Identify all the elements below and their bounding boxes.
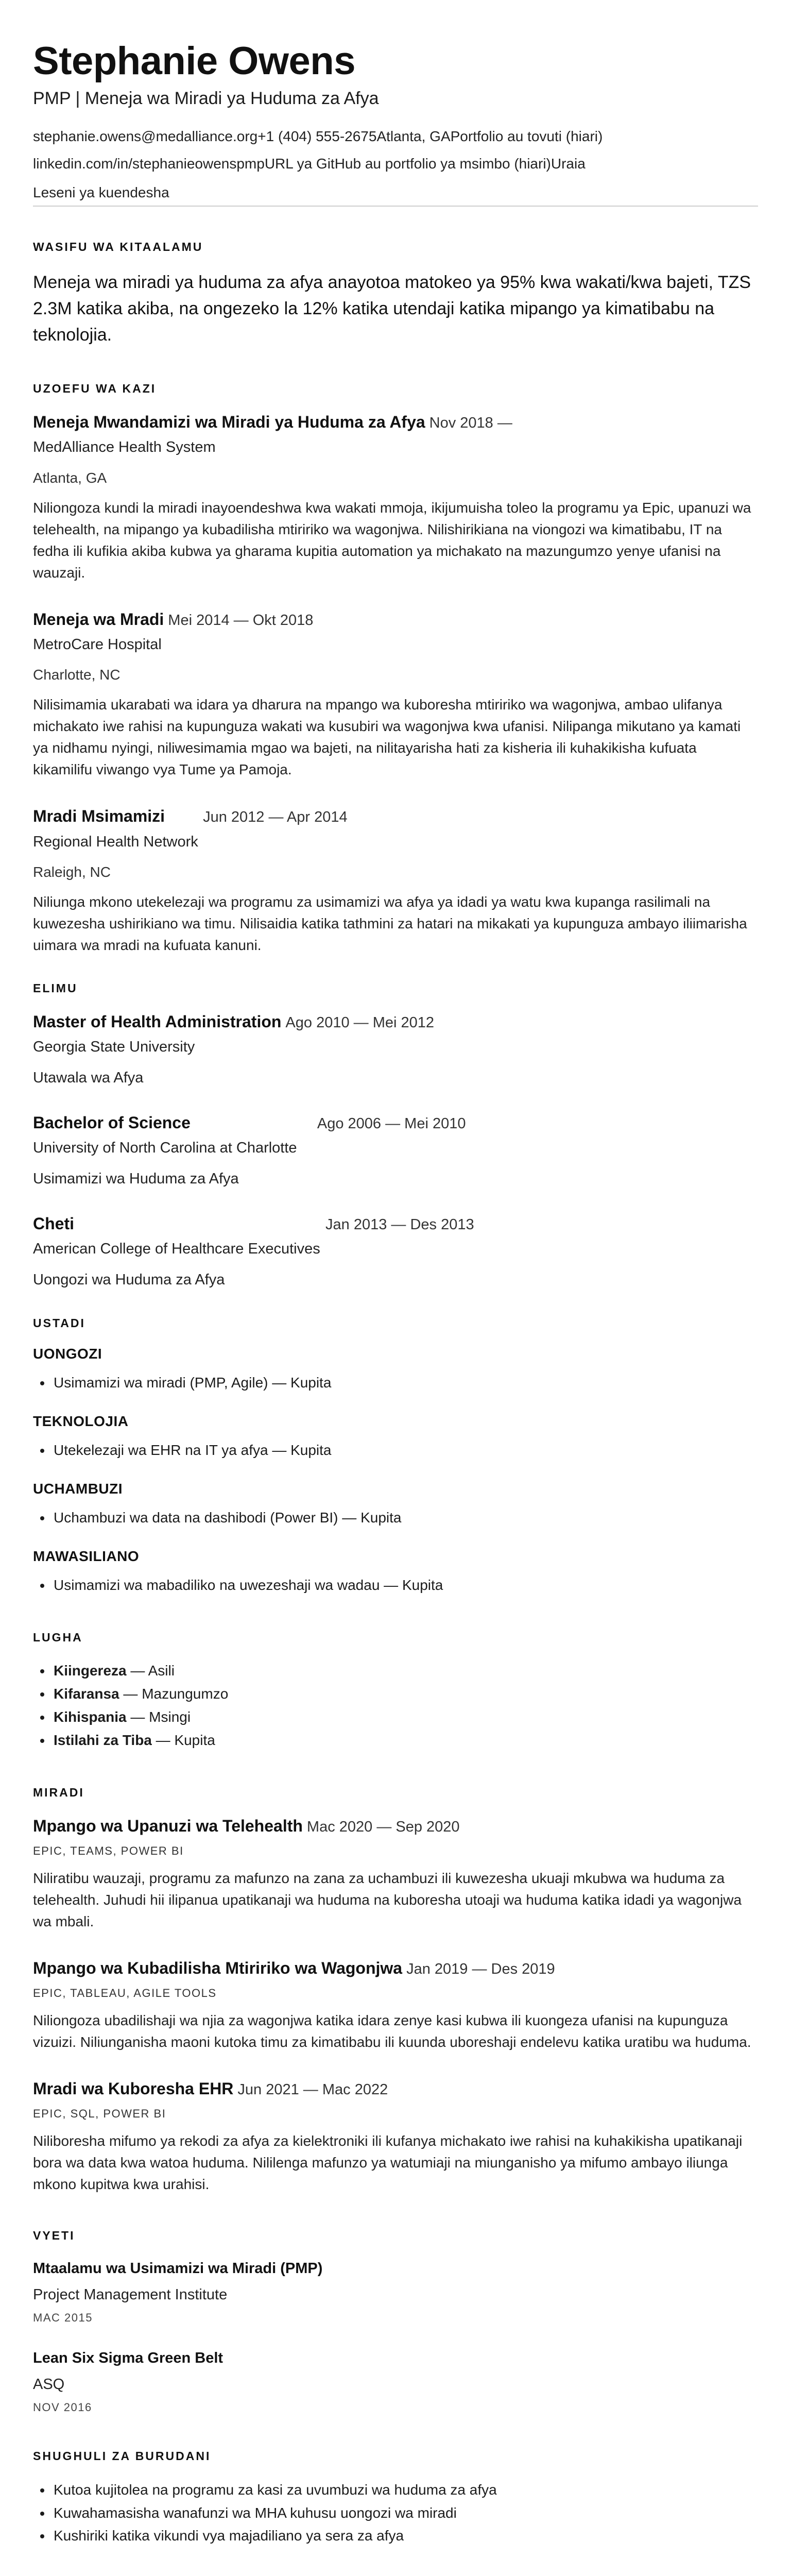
job-description: Nilisimamia ukarabati wa idara ya dharura na mpango wa kuboresha mtiririko wa wagonjwa, ambao ulifanya michakato iwe rahisi na kupunguza wakati wa kusubiri wa wagonjwa kwa ufanisi. Nilipanga mikutano ya kamati ya nidhamu nyingi, niliwesimamia mgao wa bajeti, na nilitayarisha hati za kisheria ili kuhakikisha kufuata kikamilifu viwango vya Tume ya Pamoja. <box>33 697 741 778</box>
job-dates: Jun 2012 — Apr 2014 <box>203 809 348 826</box>
education-entry <box>33 1011 758 1089</box>
project-description: Niliongoza ubadilishaji wa njia za wagonjwa katika idara zenye kasi kubwa ili kuongeza ufanisi na kupunguza vizuizi. Niliunganisha maoni kutoka timu za kimatibabu ili kuunda uboreshaji endelevu katika uratibu wa huduma. <box>33 2012 751 2050</box>
activities-section <box>33 2449 758 2548</box>
job-title: Meneja wa Mradi <box>33 609 164 629</box>
skill-category: UCHAMBUZI <box>33 1480 123 1497</box>
project-dates: Jun 2021 — Mac 2022 <box>237 2081 388 2098</box>
skill-category: MAWASILIANO <box>33 1548 140 1564</box>
project-description: Niliboresha mifumo ya rekodi za afya za kielektroniki ili kufanya michakato iwe rahisi na kuhakikisha upatikanaji bora wa data kwa watoa huduma. Nililenga mafunzo ya watumiaji na miunganisho ya mifumo ambayo iliunga mkono kupitwa kwa urahisi. <box>33 2133 743 2193</box>
skill-item: Usimamizi wa mabadiliko na uwezeshaji wa wadau — Kupita <box>54 1574 758 1597</box>
certification-entry <box>33 2348 758 2416</box>
certification-name: Mtaalamu wa Usimamizi wa Miradi (PMP) <box>33 2260 323 2277</box>
project-description: Niliratibu wauzaji, programu za mafunzo na zana za uchambuzi ili kuwezesha ukuaji mkubwa wa huduma za telehealth. Juhudi hii ilipanua upatikanaji wa huduma na kuboresha utoaji wa huduma katika idadi ya wagonjwa wa mbali. <box>33 1870 742 1929</box>
experience-entry <box>33 608 758 781</box>
job-location: Atlanta, GA <box>33 469 107 486</box>
skills-section <box>33 1316 758 1597</box>
employer: MetroCare Hospital <box>33 636 162 653</box>
contact-row <box>33 125 758 147</box>
section-title: LUGHA <box>33 1630 83 1644</box>
language-level: Mazungumzo <box>142 1686 229 1702</box>
contact-phone[interactable]: +1 (404) 555-2675 <box>257 128 377 144</box>
activity-item: Kushiriki katika vikundi vya majadiliano ya sera za afya <box>54 2524 758 2548</box>
language-level: Asili <box>148 1663 175 1679</box>
project-technologies: EPIC, SQL, POWER BI <box>33 2107 166 2121</box>
experience-entry <box>33 411 758 584</box>
school-name: Georgia State University <box>33 1039 195 1056</box>
contact-github[interactable]: URL ya GitHub au portfolio ya msimbo (hiari) <box>264 156 551 172</box>
languages-section <box>33 1630 758 1752</box>
resume-header <box>33 39 758 207</box>
contact-citizenship: Uraia <box>551 156 586 172</box>
education-entry <box>33 1213 758 1291</box>
certification-issuer: Project Management Institute <box>33 2286 228 2303</box>
skill-category: TEKNOLOJIA <box>33 1413 129 1430</box>
experience-entry <box>33 805 758 956</box>
skill-group <box>33 1346 758 1395</box>
header-divider <box>33 206 758 207</box>
degree-title: Bachelor of Science <box>33 1113 191 1132</box>
project-entry <box>33 1815 758 1933</box>
contact-row <box>33 152 758 175</box>
project-name: Mpango wa Upanuzi wa Telehealth <box>33 1816 303 1835</box>
language-item: Kifaransa — Mazungumzo <box>54 1683 758 1706</box>
experience-section <box>33 381 758 956</box>
contact-row <box>33 181 758 204</box>
field-of-study: Utawala wa Afya <box>33 1069 144 1086</box>
certification-date: MAC 2015 <box>33 2311 93 2325</box>
language-level: Kupita <box>174 1732 215 1748</box>
section-title: VYETI <box>33 2229 75 2243</box>
language-item: Kiingereza — Asili <box>54 1659 758 1683</box>
contact-linkedin[interactable]: linkedin.com/in/stephanieowenspmp <box>33 156 265 172</box>
candidate-name: Stephanie Owens <box>33 39 355 83</box>
skill-item: Uchambuzi wa data na dashibodi (Power BI) — Kupita <box>54 1506 758 1530</box>
project-dates: Mac 2020 — Sep 2020 <box>306 1818 460 1835</box>
skill-category: UONGOZI <box>33 1346 102 1362</box>
language-name: Kifaransa <box>54 1686 119 1702</box>
skill-item: Usimamizi wa miradi (PMP, Agile) — Kupita <box>54 1371 758 1395</box>
job-dates: Mei 2014 — Okt 2018 <box>168 612 314 629</box>
education-dates: Jan 2013 — Des 2013 <box>325 1216 474 1233</box>
certifications-section <box>33 2228 758 2416</box>
project-name: Mpango wa Kubadilisha Mtiririko wa Wagonjwa <box>33 1958 403 1977</box>
skill-group <box>33 1548 758 1597</box>
section-title: UZOEFU WA KAZI <box>33 382 157 396</box>
employer: MedAlliance Health System <box>33 439 216 456</box>
summary-section <box>33 240 758 348</box>
project-entry <box>33 2078 758 2195</box>
school-name: University of North Carolina at Charlotte <box>33 1140 297 1157</box>
language-name: Kihispania <box>54 1709 127 1725</box>
field-of-study: Usimamizi wa Huduma za Afya <box>33 1170 239 1187</box>
section-title: MIRADI <box>33 1785 84 1799</box>
language-item: Kihispania — Msingi <box>54 1706 758 1729</box>
employer: Regional Health Network <box>33 833 198 850</box>
school-name: American College of Healthcare Executives <box>33 1241 320 1258</box>
job-title: Meneja Mwandamizi wa Miradi ya Huduma za Afya <box>33 412 425 431</box>
activity-item: Kuwahamasisha wanafunzi wa MHA kuhusu uongozi wa miradi <box>54 2502 758 2525</box>
job-title: Mradi Msimamizi <box>33 807 165 826</box>
section-title: WASIFU WA KITAALAMU <box>33 240 203 254</box>
projects-section <box>33 1785 758 2195</box>
project-entry <box>33 1957 758 2053</box>
job-location: Raleigh, NC <box>33 864 111 880</box>
project-name: Mradi wa Kuboresha EHR <box>33 2079 234 2098</box>
skill-group <box>33 1413 758 1462</box>
candidate-tagline: PMP | Meneja wa Miradi ya Huduma za Afya <box>33 89 379 109</box>
job-description: Niliongoza kundi la miradi inayoendeshwa kwa wakati mmoja, ikijumuisha toleo la programu ya Epic, upanuzi wa telehealth, na mipango ya kubadilisha mtiririko wa wagonjwa. Nilishirikiana na viongozi wa kimatibabu, IT na fedha ili kufikia akiba kubwa ya gharama kupitia automation ya michakato na mazungumzo yenye ufanisi na wauzaji. <box>33 499 751 581</box>
degree-title: Cheti <box>33 1214 74 1233</box>
contact-email[interactable]: stephanie.owens@medalliance.org <box>33 128 258 144</box>
education-section <box>33 981 758 1291</box>
skill-item: Utekelezaji wa EHR na IT ya afya — Kupita <box>54 1439 758 1462</box>
contact-portfolio[interactable]: Portfolio au tovuti (hiari) <box>450 128 603 144</box>
education-dates: Ago 2010 — Mei 2012 <box>285 1014 435 1031</box>
certification-issuer: ASQ <box>33 2376 65 2393</box>
job-location: Charlotte, NC <box>33 667 121 683</box>
degree-title: Master of Health Administration <box>33 1012 282 1031</box>
section-title: ELIMU <box>33 981 78 995</box>
contact-location: Atlanta, GA <box>376 128 451 144</box>
certification-date: NOV 2016 <box>33 2401 92 2414</box>
job-dates: Nov 2018 — <box>429 414 512 431</box>
education-dates: Ago 2006 — Mei 2010 <box>317 1115 466 1132</box>
job-description: Niliunga mkono utekelezaji wa programu za usimamizi wa afya ya idadi ya watu kwa kupanga rasilimali na kuwezesha ushirikiano wa timu. Nilisaidia katika tathmini za hatari na mikakati ya kupunguza ambayo iliimarisha uimara wa mradi na kufuata kanuni. <box>33 894 747 954</box>
language-item: Istilahi za Tiba — Kupita <box>54 1729 758 1752</box>
project-technologies: EPIC, TEAMS, POWER BI <box>33 1844 184 1857</box>
activity-item: Kutoa kujitolea na programu za kasi za uvumbuzi wa huduma za afya <box>54 2479 758 2502</box>
language-level: Msingi <box>149 1709 191 1725</box>
project-dates: Jan 2019 — Des 2019 <box>406 1960 555 1977</box>
summary-text: Meneja wa miradi ya huduma za afya anayotoa matokeo ya 95% kwa wakati/kwa bajeti, TZS 2.3M katika akiba, na ongezeko la 12% katika utendaji katika mipango ya kimatibabu na teknolojia. <box>33 273 751 345</box>
education-entry <box>33 1112 758 1190</box>
certification-name: Lean Six Sigma Green Belt <box>33 2349 223 2366</box>
project-technologies: EPIC, TABLEAU, AGILE TOOLS <box>33 1986 217 1999</box>
skill-group <box>33 1481 758 1530</box>
field-of-study: Uongozi wa Huduma za Afya <box>33 1271 225 1288</box>
section-title: SHUGHULI ZA BURUDANI <box>33 2449 211 2463</box>
language-name: Kiingereza <box>54 1663 127 1679</box>
contact-driving-license: Leseni ya kuendesha <box>33 184 169 200</box>
section-title: USTADI <box>33 1316 85 1330</box>
language-name: Istilahi za Tiba <box>54 1732 152 1748</box>
certification-entry <box>33 2258 758 2326</box>
